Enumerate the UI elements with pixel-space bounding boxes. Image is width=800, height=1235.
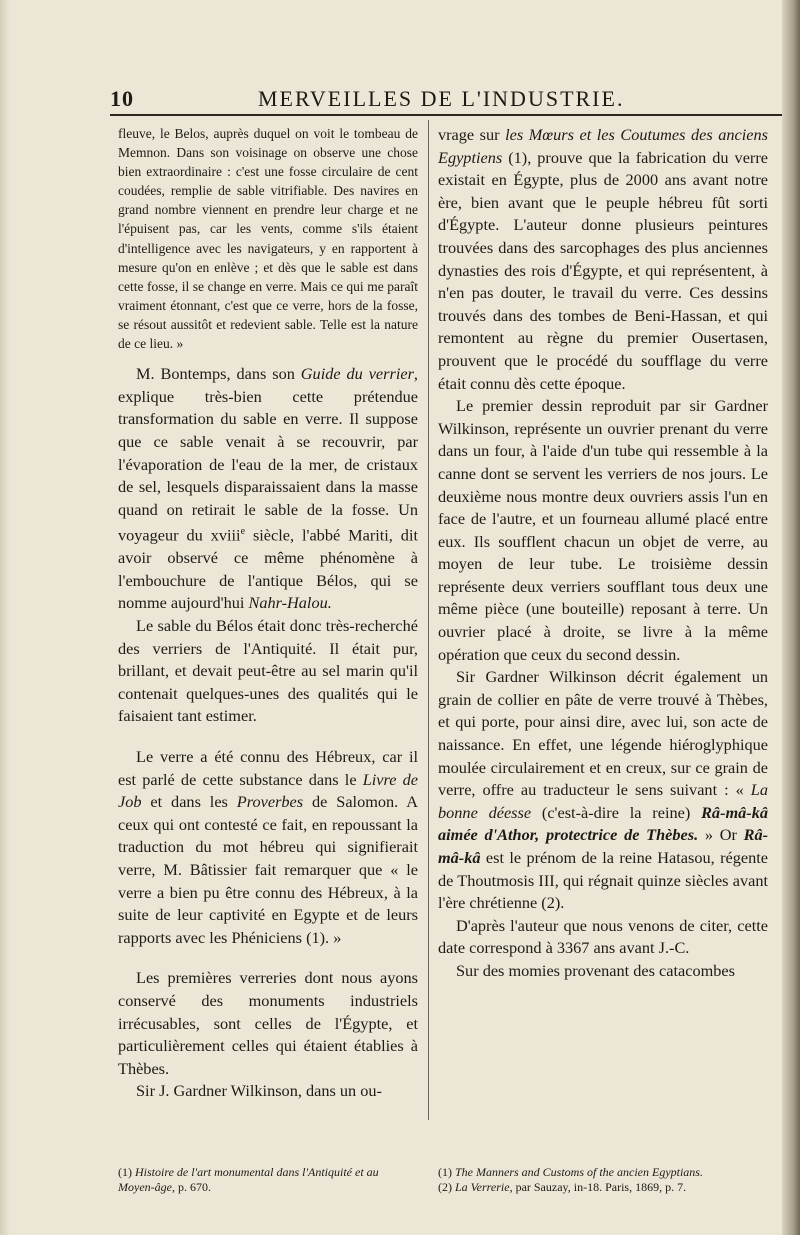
paragraph-wilkinson-work: vrage sur les Mœurs et les Coutumes des anciens Egyptiens (1), prouve que la fabrication du verre existait en Égypte, plus de 2000 ans avant notre ère, bien avant que le peuple hébreu fût sorti d'Égypte. L'auteur donne plusieurs peintures trouvées dans des sarcophages des plus anciennes dynasties des rois d'Égypte, et qui représentent, à n'en pas douter, le travail du verre. Ces dessins trouvés dans des tombes de Beni-Hassan, et qui remontent au règne du premier Ousertasen, prouvent que le procédé du soufflage du verre était connu dès cette époque. [438, 125, 768, 393]
book-title-proverbs: Proverbes [236, 792, 304, 812]
paragraph-bontemps: M. Bontemps, dans son Guide du verrier, explique très-bien cette prétendue transformation du sable en verre. Il suppose que ce sable venait à se recouvrir, par l'évaporation de l'eau de la mer, de cristaux de sel, lesquels disparaissaient dans la masse quand on retirait le sable de la fosse. Un voyageur du xviii$^e$ siècle, l'abbé Mariti, dit avoir observé ce même phénomène à l'embouchure de l'antique Bélos, qui se nomme aujourd'hui Nahr-Halou. [118, 364, 418, 613]
header-rule [110, 114, 782, 116]
legend-text: La bonne déesse [438, 780, 768, 822]
page-number: 10 [110, 86, 134, 111]
queen-prenom: Râ-mâ-kâ [438, 825, 769, 867]
footnote-title: Histoire de l'art monumental dans l'Antiquité et au Moyen-âge [118, 1165, 379, 1194]
book-title: Guide du verrier [300, 364, 414, 384]
legend-text-2: Râ-mâ-kâ aimée d'Athor, protectrice de Thèbes. [438, 802, 768, 845]
left-footnote-block [118, 1165, 418, 1195]
running-head: MERVEILLES DE L'INDUSTRIE. [258, 86, 625, 111]
right-column [438, 124, 768, 983]
paragraph-date: D'après l'auteur que nous venons de citer, cette date correspond à 3367 ans avant J.-C. [438, 915, 768, 958]
paragraph-drawings: Le premier dessin reproduit par sir Gardner Wilkinson, représente un ouvrier prenant du verre dans un four, à l'aide d'un tube qui ressemble à la canne dont se servent les verriers de nos jours. Le deuxième nous montre deux ouvriers assis l'un en face de l'autre, et un fourneau allumé placé entre eux. Ils soufflent chacun un objet de verre, au moyen de leur tube. Le troisième dessin représente deux verriers soufflant tous deux une même pièce (une bouteille) reposant à terre. Un ouvrier placé à droite, se livre à la même opération que ceux du second dessin. [438, 396, 768, 664]
page-left-edge [0, 0, 10, 1235]
paragraph-egypt-glassworks: Les premières verreries dont nous ayons conservé des monuments industriels irrécusables, sont celles de l'Égypte, et particulièrement celles qui étaient établies à Thèbes. [118, 968, 418, 1078]
quoted-passage: fleuve, le Belos, auprès duquel on voit le tombeau de Memnon. Dans son voisinage on observe une chose bien extraordinaire : c'est une fosse circulaire de cent coudées, remplie de sable vitrifiable. Des navires en grand nombre viennent en prendre leur charge et ne l'épuisent pas, car les vents, comme s'ils étaient d'intelligence avec les navigateurs, y en rapportent à mesure qu'on en enlève ; et dès que le sable est dans cette fosse, il se change en verre. Mais ce qui me paraît vraiment étonnant, c'est que ce verre, hors de la fosse, se résout aussitôt et redevient sable. Telle est la nature de ce lieu. » [118, 126, 418, 352]
place-name: Nahr-Halou. [248, 593, 332, 613]
footnote-1-left: (1) Histoire de l'art monumental dans l'Antiquité et au Moyen-âge, p. 670. [118, 1165, 379, 1194]
book-title-job: Livre de Job [118, 769, 418, 812]
paragraph-collar-bead: Sir Gardner Wilkinson décrit également un grain de collier en pâte de verre trouvé à Thèbes, et qui porte, pour ainsi dire, avec lui, son acte de naissance. En effet, une légende hiéroglyphique moulée circulairement et en creux, sur ce grain de verre, offre au traducteur le sens suivant : « La bonne déesse (c'est-à-dire la reine) Râ-mâ-kâ aimée d'Athor, protectrice de Thèbes. » Or Râ-mâ-kâ est le prénom de la reine Hatasou, régente de Thoutmosis III, qui régnait quinze siècles avant l'ère chrétienne (2). [438, 667, 769, 913]
footnote-1-right: (1) The Manners and Customs of the ancien Egyptians. [438, 1165, 703, 1179]
footnote-2-right: (2) La Verrerie, par Sauzay, in-18. Paris, 1869, p. 7. [438, 1180, 687, 1194]
right-footnote-block [438, 1165, 768, 1195]
paragraph-hebrews: Le verre a été connu des Hébreux, car il est parlé de cette substance dans le Livre de Job et dans les Proverbes de Salomon. A ceux qui ont contesté ce fait, en repoussant la traduction du mot hébreu qui signifierait verre, M. Bâtissier fait remarquer que « le verre a bien pu être connu des Hébreux, à la suite de leur captivité en Egypte et de leurs rapports avec les Phéniciens (1). » [118, 747, 418, 947]
left-column [118, 124, 418, 1103]
book-title-moeurs: les Mœurs et les Coutumes des anciens Egyptiens [438, 125, 768, 167]
paragraph-belos-sand: Le sable du Bélos était donc très-recherché des verriers de l'Antiquité. Il était pur, brillant, et devait peut-être au sel marin qu'il contenait quelques-unes des qualités qui le faisaient tant estimer. [118, 616, 418, 726]
column-divider [428, 120, 429, 1120]
page-header [110, 86, 782, 114]
book-spine-edge [782, 0, 800, 1235]
paragraph-mummies-start: Sur des momies provenant des catacombes [456, 960, 735, 980]
paragraph-wilkinson-start: Sir J. Gardner Wilkinson, dans un ou- [136, 1081, 382, 1101]
